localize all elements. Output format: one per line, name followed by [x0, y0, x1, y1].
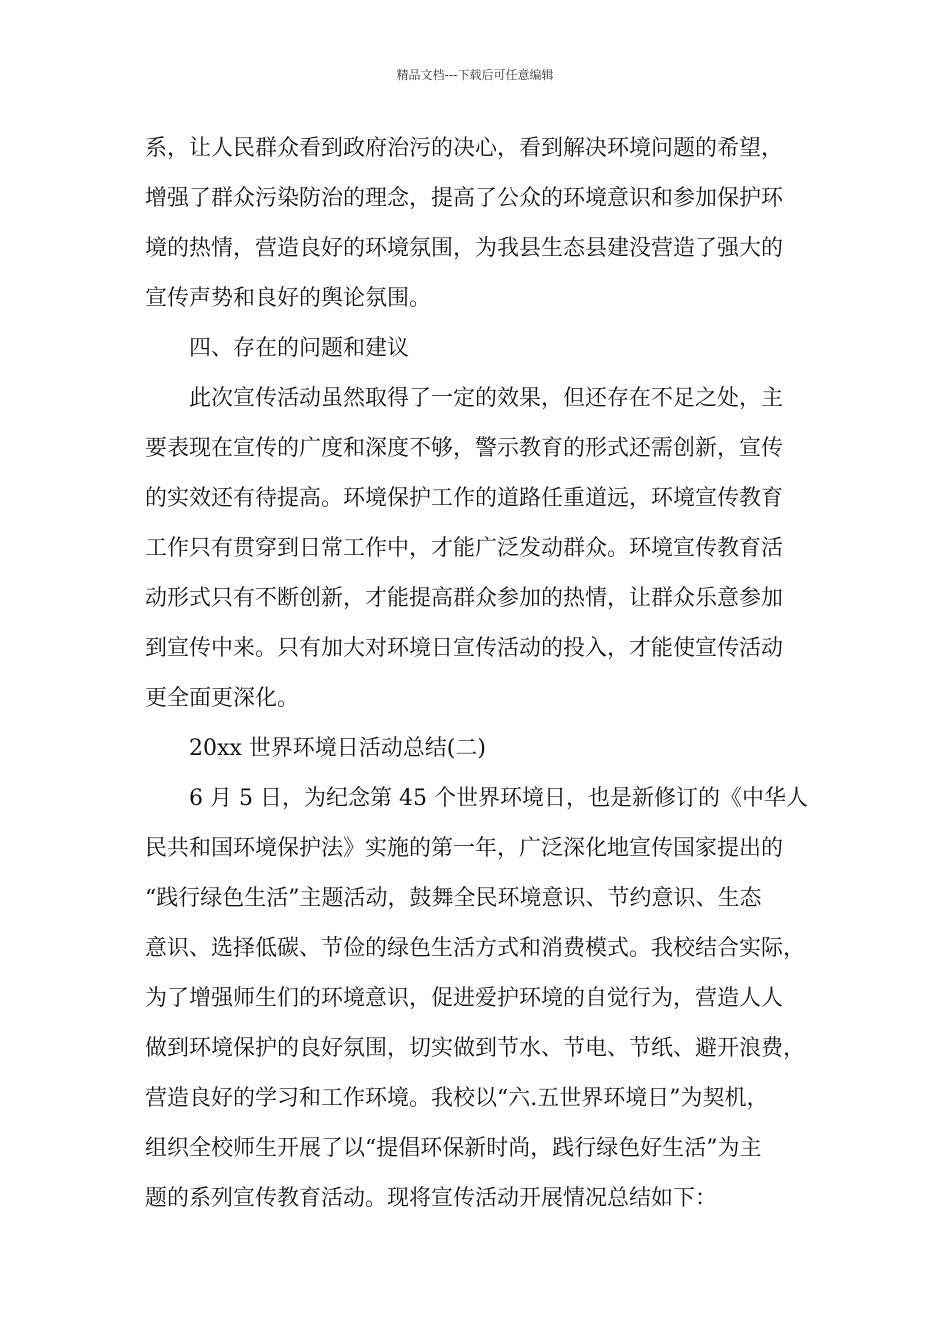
text-line: 到宣传中来。只有加大对环境日宣传活动的投入，才能使宣传活动	[145, 636, 784, 661]
text-line: 组织全校师生开展了以“提倡环保新时尚，践行绿色好生活”为主	[145, 1136, 762, 1161]
text-line: 民共和国环境保护法》实施的第一年，广泛深化地宣传国家提出的	[145, 836, 784, 861]
text-line: 动形式只有不断创新，才能提高群众参加的热情，让群众乐意参加	[145, 586, 784, 611]
section-heading: 20xx 世界环境日活动总结(二)	[189, 736, 486, 761]
text-line: 工作只有贯穿到日常工作中，才能广泛发动群众。环境宣传教育活	[145, 536, 784, 561]
text-line: 意识、选择低碳、节俭的绿色生活方式和消费模式。我校结合实际，	[145, 936, 806, 961]
text-line: “践行绿色生活”主题活动，鼓舞全民环境意识、节约意识、生态	[145, 886, 762, 911]
text-line: 营造良好的学习和工作环境。我校以“六.五世界环境日”为契机，	[145, 1086, 769, 1111]
text-line: 境的热情，营造良好的环境氛围，为我县生态县建没营造了强大的	[145, 236, 784, 261]
text-line: 增强了群众污染防治的理念，提高了公众的环境意识和参加保护环	[145, 186, 784, 211]
text-line: 系，让人民群众看到政府治污的决心，看到解决环境问题的希望，	[145, 136, 784, 161]
text-line: 6 月 5 日，为纪念第 45 个世界环境日，也是新修订的《中华人	[189, 786, 808, 811]
text-line: 题的系列宣传教育活动。现将宣传活动开展情况总结如下：	[145, 1186, 718, 1211]
text-line: 宣传声势和良好的舆论氛围。	[145, 286, 432, 311]
text-line: 此次宣传活动虽然取得了一定的效果，但还存在不足之处，主	[189, 386, 784, 411]
text-line: 要表现在宣传的广度和深度不够，警示教育的形式还需创新，宣传	[145, 436, 784, 461]
text-line: 更全面更深化。	[145, 686, 300, 711]
text-line: 的实效还有待提高。环境保护工作的道路任重道远，环境宣传教育	[145, 486, 784, 511]
page-header: 精品文档---下载后可任意编辑	[396, 68, 554, 82]
section-heading: 四、存在的问题和建议	[189, 336, 410, 361]
text-line: 做到环境保护的良好氛围，切实做到节水、节电、节纸、避开浪费，	[145, 1036, 806, 1061]
text-line: 为了增强师生们的环境意识，促进爱护环境的自觉行为，营造人人	[145, 986, 784, 1011]
